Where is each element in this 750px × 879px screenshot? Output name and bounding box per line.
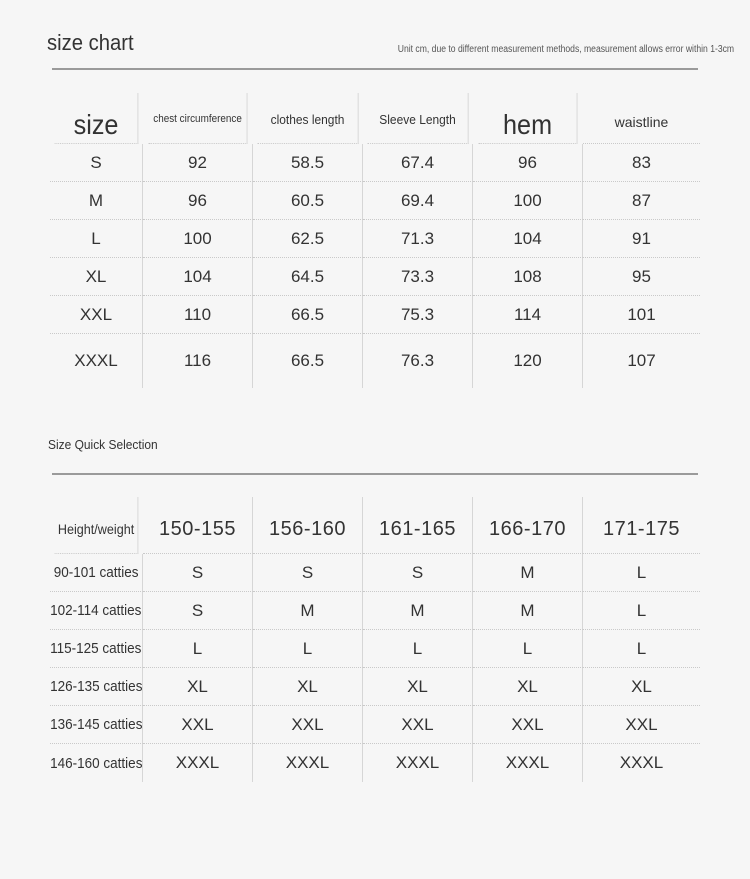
table-cell: 87 — [583, 182, 700, 220]
table-cell: 95 — [583, 258, 700, 296]
table-cell: XL — [473, 668, 583, 706]
header-height-weight: Height/weight — [55, 497, 139, 554]
table-cell: 104 — [473, 220, 583, 258]
table-cell: 75.3 — [363, 296, 473, 334]
size-chart-table — [50, 93, 700, 372]
table-cell: 104 — [143, 258, 253, 296]
table-cell: L — [143, 630, 253, 668]
header-hem: hem — [479, 93, 578, 144]
table-cell: S — [253, 554, 363, 592]
table-cell: M — [363, 592, 473, 630]
table-cell: XXXL — [253, 744, 363, 782]
size-label: M — [50, 182, 143, 220]
table-cell: 107 — [627, 351, 656, 370]
weight-label: 136-145 catties — [50, 706, 143, 744]
title-divider — [52, 68, 698, 70]
table-cell: XXXL — [363, 744, 473, 782]
table-cell: 101 — [583, 296, 700, 334]
table-cell: 114 — [473, 296, 583, 334]
table-cell: XXL — [253, 706, 363, 744]
table-cell: XXXL — [473, 744, 583, 782]
table-cell: L — [363, 630, 473, 668]
table-cell: 116 — [143, 334, 253, 388]
table-cell: 91 — [583, 220, 700, 258]
table-cell: 67.4 — [363, 144, 473, 182]
table-cell: 120 — [473, 334, 583, 388]
table-cell: 100 — [143, 220, 253, 258]
table-cell: 108 — [473, 258, 583, 296]
table-cell: XXXL — [619, 753, 664, 772]
table-cell: M — [473, 554, 583, 592]
table-cell: L — [583, 592, 700, 630]
table-cell: 73.3 — [363, 258, 473, 296]
table-cell: M — [253, 592, 363, 630]
table-cell: 100 — [473, 182, 583, 220]
table-cell: XL — [583, 668, 700, 706]
table-cell: S — [363, 554, 473, 592]
size-label: XXXL — [50, 334, 143, 388]
weight-label: 146-160 catties — [50, 744, 143, 782]
size-label: XL — [50, 258, 143, 296]
table-cell: 83 — [583, 144, 700, 182]
weight-label: 90-101 catties — [50, 554, 143, 592]
table-cell: XXL — [143, 706, 253, 744]
header-size: size — [55, 93, 139, 144]
table-cell: 62.5 — [253, 220, 363, 258]
size-label: L — [50, 220, 143, 258]
table-cell: 71.3 — [363, 220, 473, 258]
quick-selection-title: Size Quick Selection — [48, 437, 158, 452]
size-quick-selection-table — [50, 497, 700, 782]
table-cell: 96 — [473, 144, 583, 182]
weight-label: 126-135 catties — [50, 668, 143, 706]
table-cell: XL — [253, 668, 363, 706]
table-cell: L — [473, 630, 583, 668]
header-sleeve-length: Sleeve Length — [367, 93, 468, 144]
table-cell: L — [583, 630, 700, 668]
table-cell: 66.5 — [253, 296, 363, 334]
table-cell: XXXL — [143, 744, 253, 782]
table-cell: XL — [363, 668, 473, 706]
table-cell: XXL — [583, 706, 700, 744]
table-cell: S — [143, 554, 253, 592]
table-cell: XXL — [363, 706, 473, 744]
page-title: size chart — [47, 30, 134, 55]
table-cell: XXL — [473, 706, 583, 744]
table-cell: 66.5 — [253, 334, 363, 388]
table-cell: L — [583, 554, 700, 592]
size-label: S — [50, 144, 143, 182]
size-label: XXL — [50, 296, 143, 334]
table-cell: XL — [143, 668, 253, 706]
table-cell: 110 — [143, 296, 253, 334]
measurement-note: Unit cm, due to different measurement methods, measurement allows error within 1-3cm — [397, 44, 734, 55]
header-chest: chest circumference — [149, 93, 248, 144]
weight-label: 115-125 catties — [50, 630, 143, 668]
header-waistline: waistline — [583, 93, 700, 144]
table-cell: L — [253, 630, 363, 668]
header-height-range: 171-175 — [583, 497, 700, 554]
table-cell: 76.3 — [363, 334, 473, 388]
table-cell: 69.4 — [363, 182, 473, 220]
subtitle-divider — [52, 473, 698, 475]
table-cell: 96 — [143, 182, 253, 220]
table-cell: M — [473, 592, 583, 630]
header-height-range: 161-165 — [363, 497, 473, 554]
weight-label: 102-114 catties — [50, 592, 143, 630]
table-cell: S — [143, 592, 253, 630]
table-cell: 64.5 — [253, 258, 363, 296]
table-cell: 60.5 — [253, 182, 363, 220]
header-clothes-length: clothes length — [257, 93, 358, 144]
table-cell: 58.5 — [253, 144, 363, 182]
table-cell: 92 — [143, 144, 253, 182]
header-height-range: 150-155 — [143, 497, 253, 554]
header-height-range: 156-160 — [253, 497, 363, 554]
header-height-range: 166-170 — [473, 497, 583, 554]
